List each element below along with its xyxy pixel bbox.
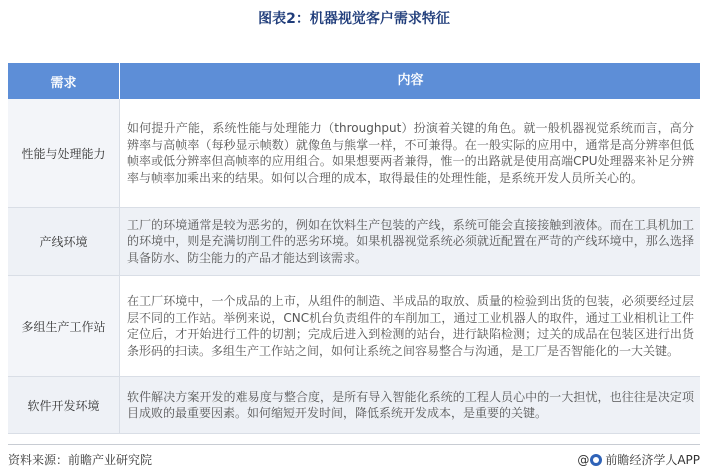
need-cell: 产线环境 <box>8 208 120 275</box>
content-cell: 如何提升产能，系统性能与处理能力（throughput）扮演着关键的角色。就一般机器视觉系统而言，高分辨率与高帧率（每秒显示帧数）就像鱼与熊掌一样，不可兼得。在一般实际的应用中，通常是高分辨率但低帧率或低分辨率但高帧率的应用组合。如果想要两者兼得，惟一的出路就是使用高端CPU处理器来补足分辨率与帧率加乘出来的结果。如何以合理的成本，取得最佳的处理性能，是系统开发人员所关心的。 <box>127 121 694 185</box>
page-title: 图表2：机器视觉客户需求特征 <box>258 11 450 27</box>
table-row <box>8 99 700 208</box>
brand-credit <box>577 451 700 469</box>
content-cell: 软件解决方案开发的难易度与整合度，是所有导入智能化系统的工程人员心中的一大担忧，也往往是决定项目成败的最重要因素。如何缩短开发时间，降低系统开发成本，是重要的关键。 <box>127 389 694 420</box>
table-header-row <box>8 63 700 99</box>
need-cell: 软件开发环境 <box>8 377 120 433</box>
table-row <box>8 276 700 377</box>
need-cell: 性能与处理能力 <box>8 99 120 207</box>
table-row <box>8 208 700 276</box>
header-need: 需求 <box>8 63 120 99</box>
content-cell: 工厂的环境通常是较为恶劣的，例如在饮料生产包装的产线，系统可能会直接接触到液体。而在工具机加工的环境中，则是充满切削工件的恶劣环境。如果机器视觉系统必须就近配置在严苛的产线环境中，那么选择具备防水、防尘能力的产品才能达到该需求。 <box>127 217 694 265</box>
source-note: 资料来源：前瞻产业研究院 <box>8 453 153 467</box>
content-cell: 在工厂环境中，一个成品的上市，从组件的制造、半成品的取放、质量的检验到出货的包装，必须要经过层层不同的工作站。举例来说，CNC机台负责组件的车削加工，通过工业机器人的取件，通过工业相机让工件定位后，才开始进行工件的切割；完成后进入到检测的站台，进行缺陷检测；过关的成品在包装区进行出货条形码的扫读。多组生产工作站之间，如何让系统之间容易整合与沟通，是工厂是否智能化的一大关键。 <box>127 294 694 358</box>
table-row <box>8 377 700 434</box>
requirements-table <box>8 63 700 434</box>
brand-name: 前瞻经济学人APP <box>605 453 700 467</box>
header-content: 内容 <box>397 72 424 88</box>
qianzhan-logo-icon <box>590 454 602 466</box>
brand-at-sign: @ <box>577 453 590 467</box>
footer-divider <box>8 444 700 445</box>
need-cell: 多组生产工作站 <box>8 276 120 376</box>
